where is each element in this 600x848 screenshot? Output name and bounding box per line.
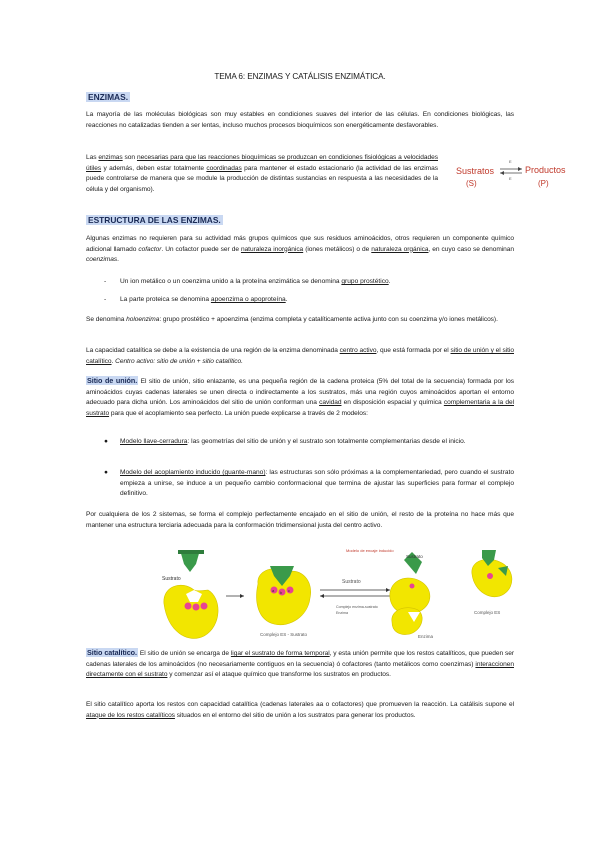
reverse-arrow-head xyxy=(500,171,504,175)
left-substrate xyxy=(178,550,204,572)
induced-fit-figure xyxy=(160,546,540,646)
tag-sitio-union: Sitio de unión. xyxy=(87,376,138,385)
reaction-substrates: Sustratos xyxy=(456,166,495,176)
heading-estructura: ESTRUCTURA DE LAS ENZIMAS. xyxy=(88,215,221,225)
left-residue-c xyxy=(201,603,208,610)
arrow-2-head xyxy=(386,588,390,592)
middle-label: Complejo ES - Sustrato xyxy=(260,632,308,637)
tag-sitio-catalitico: Sitio catalítico. xyxy=(87,648,137,657)
products-residue xyxy=(487,573,493,579)
right-upper-residue xyxy=(410,584,415,589)
paragraph-sitio-catalitico: Sitio catalítico. El sitio de unión se encarga de ligar el sustrato de forma temporal, y esta unión permite que los restos catalíticos, que pueden ser cadenas laterales de los aminoácidos (no necesariamente contiguos en la secuencia) ó cofactores (tanto metálicos como coenzimas) interaccionen directamente con el sustrato y comenzar así el ataque químico que transforme los sustratos en productos. xyxy=(86,648,514,679)
paragraph-holoenzima: Se denomina holoenzima: grupo prostético + apoenzima (enzima completa y catalíticamente activa junto con su coenzima y/o iones metálicos). xyxy=(86,316,498,323)
arrow-1-head xyxy=(240,594,244,598)
paragraph-intro: La mayoría de las moléculas biológicas son muy estables en condiciones suaves del interior de las células. En condiciones biológicas, las reacciones no catalizadas tienden a ser lentas, incluso muchos procesos bioquímicos son energéticamente desfavorables. xyxy=(86,111,514,129)
heading-enzimas: ENZIMAS. xyxy=(88,92,129,102)
middle-letter-b: b xyxy=(280,590,283,595)
reaction-substrates-symbol: (S) xyxy=(466,179,477,188)
products-label: Complejo ES xyxy=(474,610,501,615)
mid-small-label-1: Complejo enzima-sustrato xyxy=(336,605,378,609)
right-label-enzima: Enzima xyxy=(418,634,434,639)
arrow-label-sustrato: Sustrato xyxy=(342,579,361,585)
forward-arrow-head xyxy=(518,167,522,171)
middle-letter-c: c xyxy=(288,588,290,593)
figure-title: Modelo de encaje inducido xyxy=(346,548,394,553)
middle-letter-a: a xyxy=(272,588,275,593)
list-item-grupo-prostetico: - Un ion metálico o un coenzima unido a la proteína enzimática se denomina grupo prostético. xyxy=(104,278,391,285)
paragraph-catalisis: El sitio catalítico aporta los restos con capacidad catalítica (cadenas laterales aa o cofactores) que promueven la reacción. La catálisis supone el ataque de los restos catalíticos situados en el entorno del sitio de unión a los sustratos para generar los productos. xyxy=(86,701,514,719)
reaction-diagram xyxy=(452,158,572,192)
list-item-llave-cerradura: ● Modelo llave-cerradura: las geometrías del sitio de unión y el sustrato son totalmente complementarias desde el inicio. xyxy=(104,438,466,445)
reaction-enzyme-top: E xyxy=(509,159,512,164)
list-item-acoplamiento-inducido: ● Modelo del acoplamiento inducido (guante-mano): las estructuras son sólo próximas a la complementariedad, pero cuando el sustrato empieza a unirse, se induce a un pequeño cambio conformacional que termina de ajustar las superficies para formar el complejo definitivo. xyxy=(104,469,514,498)
arrow-3-head xyxy=(320,594,324,598)
left-label-sustrato: Sustrato xyxy=(162,576,181,582)
mid-small-label-2: Enzima xyxy=(336,611,348,615)
right-lower-enzyme xyxy=(392,608,422,635)
paragraph-complejo: Por cualquiera de los 2 sistemas, se forma el complejo perfectamente encajado en el sitio de unión, el resto de la proteína no hace más que mantener una estructura terciaria adecuada para la conformación tridimensional justa del centro activo. xyxy=(86,511,514,529)
list-item-apoenzima: - La parte proteica se denomina apoenzima o apoproteína. xyxy=(104,296,288,303)
reaction-enzyme-bottom: E xyxy=(509,176,512,181)
paragraph-centro-activo: La capacidad catalítica se debe a la existencia de una región de la enzima denominada centro activo, que está formada por el sitio de unión y el sitio catalítico. Centro activo: sitio de unión + sitio catalítico. xyxy=(86,347,514,365)
right-label-sustrato: Sustrato xyxy=(406,554,423,559)
document-title: TEMA 6: ENZIMAS Y CATÁLISIS ENZIMÁTICA. xyxy=(214,72,386,81)
paragraph-sitio-union: Sitio de unión. El sitio de unión, sitio enlazante, es una pequeña región de la cadena proteica (5% del total de la secuencia) formada por los aminoácidos cuyas cadenas laterales se unen directa o indirectamente a los sustratos, más una región cuyos aminoácidos aportan el entorno adecuado para dicha unión. Los aminoácidos del sitio de unión conforman una cavidad en disposición espacial y química complementaria a la del sustrato para que el acoplamiento sea perfecto. La unión puede explicarse a través de 2 modelos: xyxy=(86,376,514,417)
left-residue-a xyxy=(185,603,192,610)
left-residue-b xyxy=(193,604,200,611)
paragraph-cofactor: Algunas enzimas no requieren para su actividad más grupos químicos que sus residuos aminoácidos, otros requieren un componente químico adicional llamado cofactor. Un cofactor puede ser de naturaleza inorgánica (iones metálicos) o de naturaleza orgánica, en cuyo caso se denominan coenzimas. xyxy=(86,235,515,264)
reaction-products: Productos xyxy=(525,165,566,175)
reaction-products-symbol: (P) xyxy=(538,179,549,188)
paragraph-enzimas: Las enzimas son necesarias para que las reacciones bioquímicas se produzcan en condiciones fisiológicas a velocidades útiles y además, deben estar totalmente coordinadas para mantener el estado estacionario (la actividad de las enzimas puede controlarse de manera que se module la producción de distintas sustancias en respuesta a las necesidades de la célula y del organismo). xyxy=(86,154,438,193)
